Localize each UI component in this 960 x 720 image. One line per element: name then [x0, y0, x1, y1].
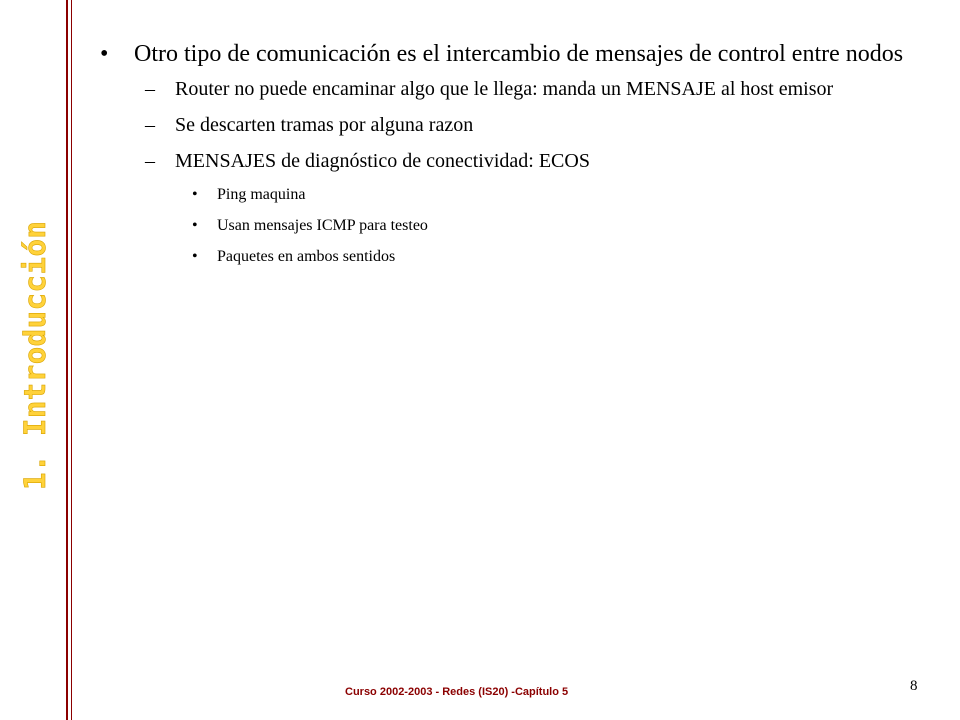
sub-bullet-text: MENSAJES de diagnóstico de conectividad: ECOS: [175, 150, 590, 172]
bullet-text: Otro tipo de comunicación es el intercambio de mensajes de control entre nodos: [134, 41, 904, 67]
bullet-main: [100, 38, 930, 70]
sub-sub-bullet-text: Ping maquina: [217, 186, 306, 203]
dash-marker: –: [145, 78, 155, 100]
section-title: 1. Introducción: [18, 220, 52, 490]
sub-sub-bullet: [100, 215, 930, 237]
page-number: 8: [910, 678, 918, 694]
sub-sub-bullet: [100, 184, 930, 206]
sub-bullet-text: Router no puede encaminar algo que le llega: manda un MENSAJE al host emisor: [175, 78, 834, 100]
bullet-marker: •: [192, 217, 198, 234]
left-border-rule: [66, 0, 68, 720]
sub-sub-bullet-text: Paquetes en ambos sentidos: [217, 248, 396, 265]
sub-bullet: [100, 76, 930, 103]
sub-bullet-text: Se descarten tramas por alguna razon: [175, 114, 474, 136]
sub-bullet: [100, 148, 930, 175]
sub-sub-bullet-text: Usan mensajes ICMP para testeo: [217, 217, 428, 234]
sub-bullet: [100, 112, 930, 139]
dash-marker: –: [145, 150, 155, 172]
left-border-rule-inner: [71, 0, 72, 720]
dash-marker: –: [145, 114, 155, 136]
bullet-marker: •: [100, 41, 109, 67]
bullet-marker: •: [192, 186, 198, 203]
sub-sub-bullet: [100, 246, 930, 268]
footer-course-info: Curso 2002-2003 - Redes (IS20) -Capítulo 5: [345, 686, 569, 698]
slide-content: [100, 38, 930, 277]
bullet-marker: •: [192, 248, 198, 265]
